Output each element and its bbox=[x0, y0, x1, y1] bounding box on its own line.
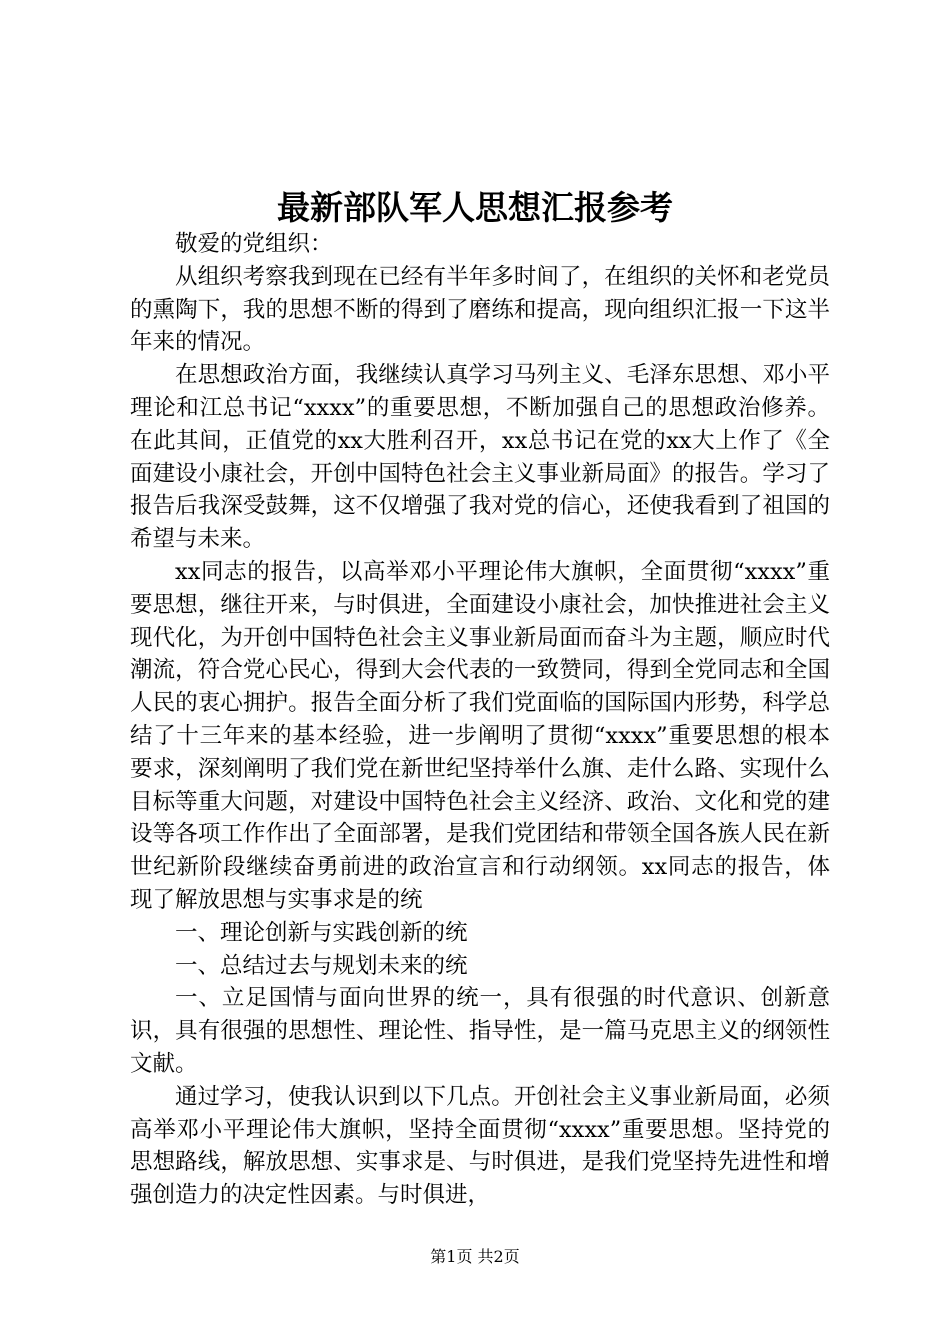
document-body bbox=[130, 228, 830, 1212]
paragraph: 一、理论创新与实践创新的统 bbox=[175, 919, 468, 946]
paragraph: 从组织考察我到现在已经有半年多时间了，在组织的关怀和老党员的熏陶下，我的思想不断的得到了磨练和提高，现向组织汇报一下这半年来的情况。 bbox=[130, 263, 830, 356]
salutation: 敬爱的党组织： bbox=[175, 231, 333, 257]
paragraph: 一、立足国情与面向世界的统一，具有很强的时代意识、创新意识，具有很强的思想性、理论性、指导性，是一篇马克思主义的纲领性文献。 bbox=[130, 985, 830, 1077]
document-title: 最新部队军人思想汇报参考 bbox=[277, 188, 673, 227]
paragraph: xx同志的报告，以高举邓小平理论伟大旗帜，全面贯彻“xxxx”重要思想，继往开来，与时俱进，全面建设小康社会，加快推进社会主义现代化，为开创中国特色社会主义事业新局面而奋斗为主题，顺应时代潮流，符合党心民心，得到大会代表的一致赞同，得到全党同志和全国人民的衷心拥护。报告全面分析了我们党面临的国际国内形势，科学总结了十三年来的基本经验，进一步阐明了贯彻“xxxx”重要思想的根本要求，深刻阐明了我们党在新世纪坚持举什么旗、走什么路、实现什么目标等重大问题，对建设中国特色社会主义经济、政治、文化和党的建设等各项工作作出了全面部署，是我们党团结和带领全国各族人民在新世纪新阶段继续奋勇前进的政治宣言和行动纲领。xx同志的报告，体现了解放思想与实事求是的统 bbox=[130, 558, 830, 913]
paragraph: 在思想政治方面，我继续认真学习马列主义、毛泽东思想、邓小平理论和江总书记“xxxx”的重要思想，不断加强自己的思想政治修养。在此其间，正值党的xx大胜利召开，xx总书记在党的xx大上作了《全面建设小康社会，开创中国特色社会主义事业新局面》的报告。学习了报告后我深受鼓舞，这不仅增强了我对党的信心，还使我看到了祖国的希望与未来。 bbox=[130, 362, 830, 553]
paragraph: 通过学习，使我认识到以下几点。开创社会主义事业新局面，必须高举邓小平理论伟大旗帜，坚持全面贯彻“xxxx”重要思想。坚持党的思想路线，解放思想、实事求是、与时俱进，是我们党坚持先进性和增强创造力的决定性因素。与时俱进， bbox=[130, 1083, 830, 1209]
page-footer: 第1页 共2页 bbox=[430, 1247, 520, 1266]
paragraph: 一、总结过去与规划未来的统 bbox=[175, 952, 468, 979]
